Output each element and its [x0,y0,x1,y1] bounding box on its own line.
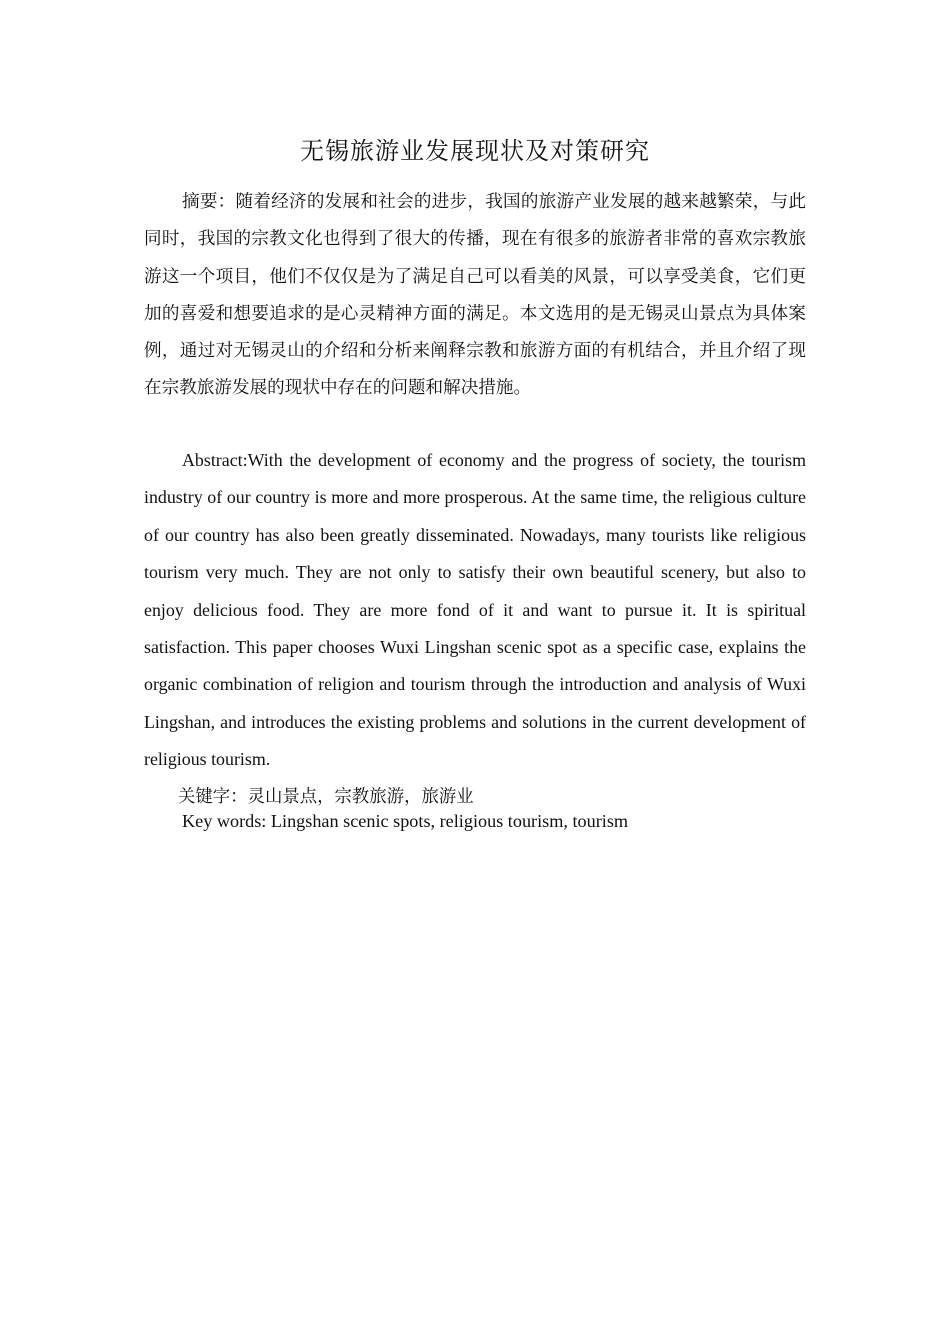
document-title: 无锡旅游业发展现状及对策研究 [300,137,650,165]
keywords-chinese: 关键字：灵山景点，宗教旅游，旅游业 [178,787,474,807]
abstract-chinese: 摘要：随着经济的发展和社会的进步，我国的旅游产业发展的越来越繁荣，与此同时，我国的宗教文化也得到了很大的传播，现在有很多的旅游者非常的喜欢宗教旅游这一个项目，他们不仅仅是为了满足自己可以看美的风景，可以享受美食，它们更加的喜爱和想要追求的是心灵精神方面的满足。本文选用的是无锡灵山景点为具体案例，通过对无锡灵山的介绍和分析来阐释宗教和旅游方面的有机结合，并且介绍了现在宗教旅游发展的现状中存在的问题和解决措施。 [144,192,806,399]
keywords-english: Key words: Lingshan scenic spots, religious tourism, tourism [182,811,629,831]
abstract-english: Abstract:With the development of economy and the progress of society, the tourism industry of our country is more and more prosperous. At the same time, the religious culture of our country has also been greatly disseminated. Nowadays, many tourists like religious tourism very much. They are not only to satisfy their own beautiful scenery, but also to enjoy delicious food. They are more fond of it and want to pursue it. It is spiritual satisfaction. This paper chooses Wuxi Lingshan scenic spot as a specific case, explains the organic combination of religion and tourism through the introduction and analysis of Wuxi Lingshan, and introduces the existing problems and solutions in the current development of religious tourism. [144,450,806,770]
